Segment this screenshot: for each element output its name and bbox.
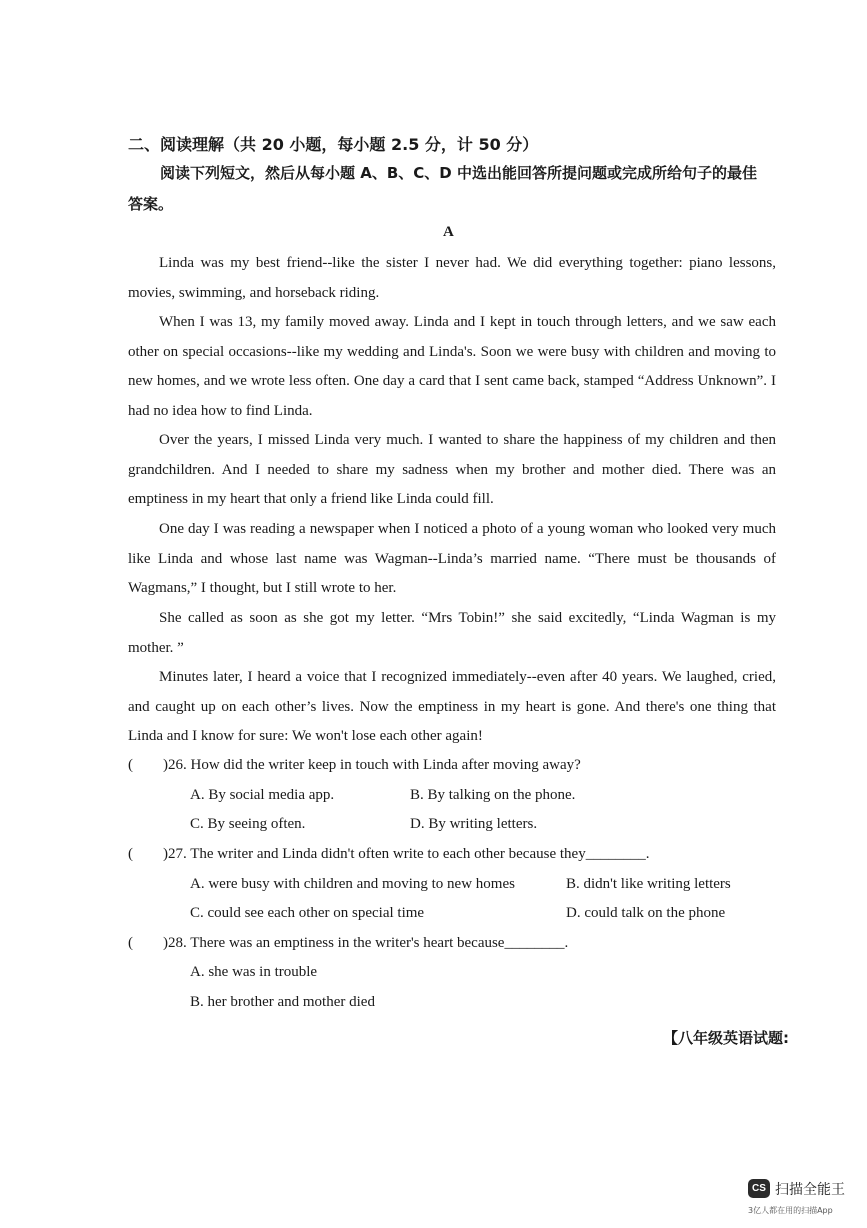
exam-footer-mark: 【八年级英语试题: xyxy=(663,1029,789,1047)
answer-bracket: ( xyxy=(128,757,133,773)
passage-paragraph-2: When I was 13, my family moved away. Linda and I kept in touch through letters, and we saw each other on special occasions--like my wedding and Linda's. Soon we were busy with children and moving to new homes, and we wrote less often. One day a card that I sent came back, stamped “Address Unknown”. I had no idea how to find Linda. xyxy=(128,314,776,419)
passage-label: A xyxy=(443,224,454,240)
option-b: B. her brother and mother died xyxy=(190,994,375,1010)
option-c: C. could see each other on special time xyxy=(190,905,425,921)
passage-paragraph-3: Over the years, I missed Linda very much. I wanted to share the happiness of my children and then grandchildren. And I needed to share my sadness when my brother and mother died. There was an emptiness in my heart that only a friend like Linda could fill. xyxy=(128,432,776,508)
answer-bracket: ( xyxy=(128,935,133,951)
passage-paragraph-6: Minutes later, I heard a voice that I recognized immediately--even after 40 years. We laughed, cried, and caught up on each other’s lives. Now the emptiness in my heart is gone. And there's one thing that Linda and I know for sure: We won't lose each other again! xyxy=(128,669,776,745)
option-a: A. were busy with children and moving to new homes xyxy=(190,876,515,892)
scanner-tagline: 3亿人都在用的扫描App xyxy=(748,1206,833,1215)
question-stem: )28. There was an emptiness in the writer's heart because________. xyxy=(163,935,569,951)
scanner-logo-icon: CS xyxy=(748,1179,770,1198)
instruction-line-2: 答案。 xyxy=(128,195,174,213)
option-a: A. she was in trouble xyxy=(190,964,318,980)
question-stem: )26. How did the writer keep in touch with Linda after moving away? xyxy=(163,757,581,773)
passage-paragraph-4: One day I was reading a newspaper when I noticed a photo of a young woman who looked very much like Linda and whose last name was Wagman--Linda’s married name. “There must be thousands of Wagmans,” I thought, but I still wrote to her. xyxy=(128,521,776,597)
section-heading: 二、阅读理解（共 20 小题，每小题 2.5 分，计 50 分） xyxy=(128,135,539,154)
passage-paragraph-5: She called as soon as she got my letter. “Mrs Tobin!” she said excitedly, “Linda Wagman is my mother. ” xyxy=(128,610,776,656)
question-stem: )27. The writer and Linda didn't often write to each other because they________. xyxy=(163,846,650,862)
instruction-line-1: 阅读下列短文，然后从每小题 A、B、C、D 中选出能回答所提问题或完成所给句子的最佳 xyxy=(160,164,757,182)
passage-paragraph-1: Linda was my best friend--like the sister I never had. We did everything together: piano lessons, movies, swimming, and horseback riding. xyxy=(128,255,776,301)
option-c: C. By seeing often. xyxy=(190,816,306,832)
option-a: A. By social media app. xyxy=(190,787,335,803)
scanner-name: 扫描全能王 xyxy=(775,1182,845,1198)
option-d: D. By writing letters. xyxy=(410,816,538,832)
option-d: D. could talk on the phone xyxy=(566,905,726,921)
option-b: B. didn't like writing letters xyxy=(566,876,731,892)
option-b: B. By talking on the phone. xyxy=(410,787,576,803)
answer-bracket: ( xyxy=(128,846,133,862)
